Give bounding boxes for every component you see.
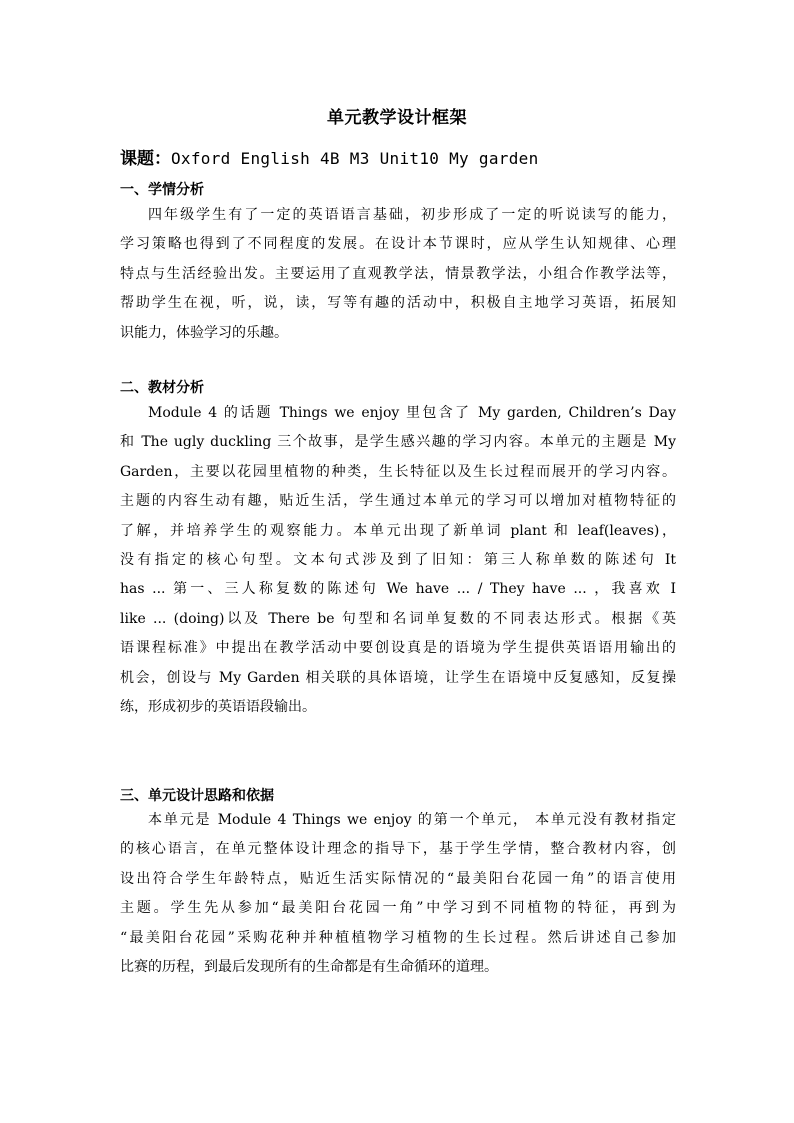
paragraph-line: 设出符合学生年龄特点，贴近生活实际情况的“最美阳台花园一角”的语言使用: [120, 870, 676, 887]
paragraph-line: 语课程标准》中提出在教学活动中要创设真是的语境为学生提供英语语用输出的: [120, 640, 676, 657]
course-topic: [120, 146, 539, 172]
document-title: 单元教学设计框架: [327, 108, 467, 128]
paragraph-line: 练，形成初步的英语语段输出。: [120, 698, 316, 715]
section-heading-learner-analysis: 一、学情分析: [120, 182, 204, 198]
section-body-material-analysis: [120, 399, 676, 722]
course-topic-label: 课题：: [120, 149, 171, 169]
paragraph-line: like ... (doing)以及 There be 句型和名词单复数的不同表达形式。根据《英: [120, 610, 676, 627]
paragraph-line: “最美阳台花园”采购花种并种植植物学习植物的生长过程。然后讲述自己参加: [120, 929, 676, 946]
paragraph-line: 主题。学生先从参加“最美阳台花园一角”中学习到不同植物的特征，再到为: [120, 900, 676, 917]
section-body-design-rationale: [120, 806, 676, 982]
paragraph-line: 没有指定的核心句型。文本句式涉及到了旧知：第三人称单数的陈述句 It: [120, 551, 676, 568]
paragraph-line: 四年级学生有了一定的英语语言基础，初步形成了一定的听说读写的能力，: [148, 207, 676, 223]
paragraph-line: 的核心语言，在单元整体设计理念的指导下，基于学生学情，整合教材内容，创: [120, 841, 676, 858]
paragraph-line: 帮助学生在视，听，说，读，写等有趣的活动中，积极自主地学习英语，拓展知: [120, 295, 676, 312]
section-body-learner-analysis: [120, 201, 676, 348]
paragraph-line: 主题的内容生动有趣，贴近生活，学生通过本单元的学习可以增加对植物特征的: [120, 493, 676, 510]
paragraph-line: Garden，主要以花园里植物的种类，生长特征以及生长过程而展开的学习内容。: [120, 463, 676, 480]
course-topic-value: Oxford English 4B M3 Unit10 My garden: [171, 149, 539, 168]
paragraph-line: 本单元是 Module 4 Things we enjoy 的第一个单元， 本单元没有教材指定: [148, 812, 676, 828]
paragraph-line: has ... 第一、三人称复数的陈述句 We have ... / They have ... ，我喜欢 I: [120, 581, 676, 598]
paragraph-line: 机会，创设与 My Garden 相关联的具体语境，让学生在语境中反复感知，反复操: [120, 669, 676, 686]
paragraph-line: 学习策略也得到了不同程度的发展。在设计本节课时，应从学生认知规律、心理: [120, 236, 676, 253]
paragraph-line: 识能力，体验学习的乐趣。: [120, 324, 288, 341]
paragraph-line: 比赛的历程，到最后发现所有的生命都是有生命循环的道理。: [120, 958, 498, 975]
paragraph-line: Module 4 的话题 Things we enjoy 里包含了 My garden, Children’s Day: [148, 405, 676, 421]
paragraph-line: 了解，并培养学生的观察能力。本单元出现了新单词 plant 和 leaf(leaves)，: [120, 522, 676, 539]
paragraph-line: 和 The ugly duckling 三个故事，是学生感兴趣的学习内容。本单元的主题是 My: [120, 434, 676, 451]
section-heading-material-analysis: 二、教材分析: [120, 380, 204, 396]
paragraph-line: 特点与生活经验出发。主要运用了直观教学法，情景教学法，小组合作教学法等，: [120, 265, 676, 282]
section-heading-design-rationale: 三、单元设计思路和依据: [120, 788, 274, 804]
